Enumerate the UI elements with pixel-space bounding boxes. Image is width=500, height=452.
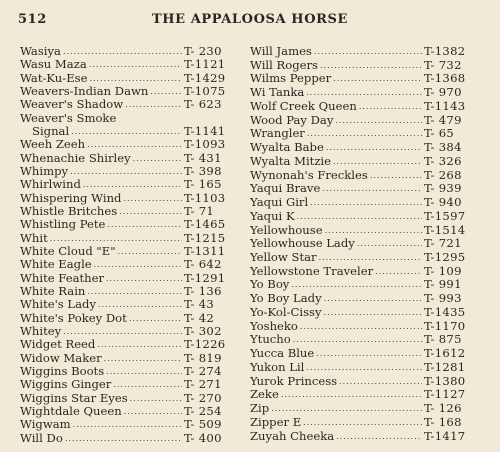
dot-leader [293, 333, 422, 347]
dot-leader [63, 325, 182, 338]
dot-leader [339, 375, 422, 389]
registry-entry [20, 298, 242, 311]
registration-number: T- 326 [424, 154, 462, 168]
registration-number: T- 400 [184, 431, 222, 445]
registration-number: T-1435 [424, 305, 466, 319]
horse-name: Whitey [20, 324, 62, 338]
dot-leader [106, 272, 182, 285]
registry-entry [20, 72, 242, 85]
horse-name: Whenachie Shirley [20, 151, 131, 165]
dot-leader [306, 86, 422, 100]
horse-name: Will James [250, 45, 312, 58]
horse-name: Wasu Maza [20, 58, 87, 72]
horse-name: Yellowhouse [250, 223, 323, 237]
registry-entry [250, 127, 482, 141]
horse-name: Widow Maker [20, 351, 102, 365]
dot-leader [291, 278, 422, 292]
horse-name: White Eagle [20, 258, 92, 272]
registry-entry [250, 320, 482, 334]
registry-entry [20, 285, 242, 298]
dot-leader [333, 72, 422, 86]
horse-name: Zip [250, 402, 270, 416]
dot-leader [325, 224, 422, 238]
horse-name: Wyalta Babe [250, 141, 324, 155]
dot-leader [150, 85, 182, 98]
registration-number: T- 168 [424, 415, 462, 429]
dot-leader [71, 125, 182, 138]
registry-entry [20, 245, 242, 258]
horse-name: Will Rogers [250, 58, 319, 72]
horse-name: Wigwam [20, 418, 71, 432]
dot-leader [316, 347, 422, 361]
registry-entry [20, 165, 242, 178]
registration-number: T-1093 [184, 138, 226, 152]
registration-number: T- 509 [184, 418, 222, 432]
registry-entry [250, 141, 482, 155]
registration-number: T-1281 [424, 360, 466, 374]
horse-name: Wi Tanka [250, 86, 305, 100]
dot-leader [87, 285, 182, 298]
registry-entry [250, 416, 482, 430]
registration-number: T- 940 [424, 196, 462, 210]
registration-number: T- 109 [424, 264, 462, 278]
horse-name: Whistle Britches [20, 204, 118, 218]
registration-number: T-1127 [424, 388, 466, 402]
registry-entry [250, 59, 482, 73]
horse-name: Wood Pay Day [250, 113, 334, 127]
horse-name: Ytucho [250, 333, 291, 347]
registry-entry [20, 338, 242, 351]
registry-entry [250, 292, 482, 306]
registration-number: T-1291 [184, 271, 226, 285]
registration-number: T-1103 [184, 191, 226, 205]
registry-entry [20, 178, 242, 191]
registry-entry [250, 182, 482, 196]
dot-leader [94, 258, 182, 271]
horse-name: Yukon Lil [250, 360, 305, 374]
horse-name: Wiggins Star Eyes [20, 391, 128, 405]
registration-number: T- 623 [184, 98, 222, 112]
dot-leader [106, 365, 182, 378]
horse-name: Yellow Star [250, 251, 317, 265]
registry-entry [20, 258, 242, 271]
registration-number: T- 230 [184, 45, 222, 58]
registration-number: T-1380 [424, 374, 466, 388]
registry-entry [250, 333, 482, 347]
registry-entry [250, 388, 482, 402]
registration-number: T- 165 [184, 178, 222, 192]
horse-name: Yaqui Brave [250, 182, 321, 196]
registration-number: T- 65 [424, 127, 455, 141]
registration-number: T- 136 [184, 284, 222, 298]
registration-number: T-1417 [424, 429, 466, 443]
registry-entry [250, 45, 482, 59]
dot-leader [123, 192, 182, 205]
dot-leader [50, 232, 182, 245]
page-number: 512 [18, 12, 47, 27]
registry-entry [250, 402, 482, 416]
registry-entry [20, 125, 242, 138]
dot-leader [320, 59, 422, 73]
horse-name: Whirlwind [20, 178, 81, 192]
registry-entry [250, 210, 482, 224]
horse-name: White Feather [20, 271, 105, 285]
dot-leader [63, 45, 182, 58]
horse-name: Wrangler [250, 127, 305, 141]
dot-leader [83, 178, 182, 191]
dot-leader [271, 402, 422, 416]
horse-name: Will Do [20, 431, 63, 445]
page-header [18, 12, 482, 30]
registry-entry [20, 112, 242, 125]
registry-entry [20, 218, 242, 231]
dot-leader [107, 218, 182, 231]
registration-number: T- 732 [424, 58, 462, 72]
registry-entry [250, 430, 482, 444]
right-column [250, 45, 482, 445]
dot-leader [297, 210, 422, 224]
dot-leader [129, 312, 182, 325]
registration-number: T-1612 [424, 347, 466, 361]
horse-name: Zipper E [250, 415, 302, 429]
registry-entry [20, 192, 242, 205]
registry-entry [250, 72, 482, 86]
registration-number: T- 270 [184, 391, 222, 405]
horse-name: Weeh Zeeh [20, 138, 86, 152]
horse-name: Yellowstone Traveler [250, 264, 374, 278]
horse-name: White's Lady [20, 298, 97, 312]
horse-name: Yellowhouse Lady [250, 237, 355, 251]
registration-number: T- 970 [424, 86, 462, 100]
horse-name: Signal [32, 124, 70, 138]
registration-number: T- 43 [184, 298, 215, 312]
registry-entry [250, 347, 482, 361]
registration-number: T- 875 [424, 333, 462, 347]
registration-number: T- 302 [184, 324, 222, 338]
dot-leader [73, 418, 182, 431]
page-title: THE APPALOOSA HORSE [151, 12, 349, 27]
registry-entry [250, 278, 482, 292]
registry-entry [20, 365, 242, 378]
dot-leader [281, 388, 422, 402]
registry-columns [20, 45, 482, 445]
registration-number: T- 642 [184, 258, 222, 272]
dot-leader [97, 338, 182, 351]
dot-leader [306, 361, 422, 375]
dot-leader [89, 72, 182, 85]
horse-name: Yo Boy [250, 278, 290, 292]
horse-name: Yo-Kol-Cissy [250, 305, 322, 319]
dot-leader [335, 114, 422, 128]
registry-entry [250, 361, 482, 375]
horse-name: Wynonah's Freckles [250, 168, 368, 182]
registry-entry [20, 232, 242, 245]
registration-number: T-1382 [424, 45, 466, 58]
registration-number: T-1311 [184, 244, 226, 258]
dot-leader [118, 245, 182, 258]
horse-name: Yucca Blue [250, 347, 315, 361]
registration-number: T- 721 [424, 237, 462, 251]
dot-leader [357, 237, 422, 251]
registry-entry [20, 325, 242, 338]
dot-leader [70, 165, 182, 178]
horse-name: Whimpy [20, 164, 69, 178]
horse-name: Yaqui Girl [250, 196, 309, 210]
dot-leader [375, 265, 422, 279]
dot-leader [370, 169, 422, 183]
registry-entry [20, 405, 242, 418]
horse-name: Weaver's Smoke [20, 111, 117, 125]
horse-name: Wiggins Ginger [20, 378, 112, 392]
dot-leader [119, 205, 182, 218]
horse-name: Yo Boy Lady [250, 292, 322, 306]
horse-name: White Cloud "E" [20, 244, 116, 258]
registration-number: T-1597 [424, 209, 466, 223]
registration-number: T-1368 [424, 72, 466, 86]
dot-leader [87, 138, 182, 151]
registry-entry [20, 85, 242, 98]
registration-number: T- 71 [184, 204, 215, 218]
registry-entry [20, 272, 242, 285]
registration-number: T- 431 [184, 151, 222, 165]
registration-number: T-1514 [424, 223, 466, 237]
registration-number: T-1429 [184, 71, 226, 85]
registration-number: T- 991 [424, 278, 462, 292]
registration-number: T- 254 [184, 404, 222, 418]
registry-entry [250, 265, 482, 279]
dot-leader [98, 298, 182, 311]
registration-number: T-1143 [424, 99, 466, 113]
registry-entry [20, 378, 242, 391]
registry-entry [250, 86, 482, 100]
horse-name: Zuyah Cheeka [250, 429, 335, 443]
registry-entry [20, 45, 242, 58]
dot-leader [359, 100, 422, 114]
horse-name: Yosheko [250, 319, 298, 333]
registry-entry [20, 58, 242, 71]
dot-leader [113, 378, 182, 391]
horse-name: Weaver's Shadow [20, 98, 124, 112]
dot-leader [336, 430, 422, 444]
dot-leader [333, 155, 422, 169]
registry-entry [250, 237, 482, 251]
dot-leader [65, 432, 182, 445]
registry-entry [20, 138, 242, 151]
dot-leader [314, 45, 422, 59]
horse-name: Whispering Wind [20, 191, 122, 205]
horse-name: Wilms Pepper [250, 72, 332, 86]
registry-entry [250, 251, 482, 265]
registry-entry [20, 205, 242, 218]
dot-leader [89, 58, 182, 71]
registry-entry [250, 169, 482, 183]
horse-name: Yaqui K [250, 209, 295, 223]
registry-entry [250, 375, 482, 389]
registry-entry [250, 196, 482, 210]
horse-name: Zeke [250, 388, 279, 402]
dot-leader [310, 196, 422, 210]
dot-leader [133, 152, 182, 165]
registration-number: T-1075 [184, 84, 226, 98]
registration-number: T- 384 [424, 141, 462, 155]
dot-leader [130, 392, 182, 405]
registry-entry [250, 100, 482, 114]
registry-entry [250, 224, 482, 238]
registration-number: T- 271 [184, 378, 222, 392]
dot-leader [303, 416, 422, 430]
horse-name: Wolf Creek Queen [250, 99, 357, 113]
registry-entry [20, 432, 242, 445]
registration-number: T- 268 [424, 168, 462, 182]
registry-entry [250, 114, 482, 128]
dot-leader [307, 127, 422, 141]
registration-number: T- 42 [184, 311, 215, 325]
registry-entry [20, 418, 242, 431]
horse-name: Wyalta Mitzie [250, 154, 332, 168]
horse-name: Wat-Ku-Ese [20, 71, 88, 85]
registration-number: T-1170 [424, 319, 466, 333]
registration-number: T- 819 [184, 351, 222, 365]
horse-name: White Rain [20, 284, 86, 298]
registration-number: T- 398 [184, 164, 222, 178]
registration-number: T- 126 [424, 402, 462, 416]
horse-name: Whit [20, 231, 48, 245]
registration-number: T- 993 [424, 292, 462, 306]
registration-number: T- 939 [424, 182, 462, 196]
registration-number: T-1226 [184, 338, 226, 352]
registry-entry [20, 312, 242, 325]
dot-leader [104, 352, 182, 365]
left-column [20, 45, 242, 445]
horse-name: Widget Reed [20, 338, 96, 352]
registration-number: T-1215 [184, 231, 226, 245]
registry-entry [250, 155, 482, 169]
horse-name: White's Pokey Dot [20, 311, 127, 325]
horse-name: Weavers-Indian Dawn [20, 84, 149, 98]
registration-number: T- 479 [424, 113, 462, 127]
registration-number: T-1465 [184, 218, 226, 232]
dot-leader [324, 306, 422, 320]
registry-entry [20, 352, 242, 365]
registry-entry [250, 306, 482, 320]
horse-name: Wasiya [20, 45, 61, 58]
horse-name: Whistling Pete [20, 218, 106, 232]
dot-leader [125, 98, 182, 111]
horse-name: Wightdale Queen [20, 404, 122, 418]
registration-number: T- 274 [184, 364, 222, 378]
registration-number: T-1121 [184, 58, 226, 72]
dot-leader [322, 182, 422, 196]
dot-leader [300, 320, 422, 334]
dot-leader [326, 141, 422, 155]
dot-leader [124, 405, 182, 418]
dot-leader [324, 292, 422, 306]
horse-name: Wiggins Boots [20, 364, 105, 378]
dot-leader [319, 251, 422, 265]
registry-entry [20, 98, 242, 111]
registration-number: T-1141 [184, 124, 226, 138]
horse-name: Yurok Princess [250, 374, 338, 388]
registration-number: T-1295 [424, 251, 466, 265]
registry-entry [20, 392, 242, 405]
registry-entry [20, 152, 242, 165]
